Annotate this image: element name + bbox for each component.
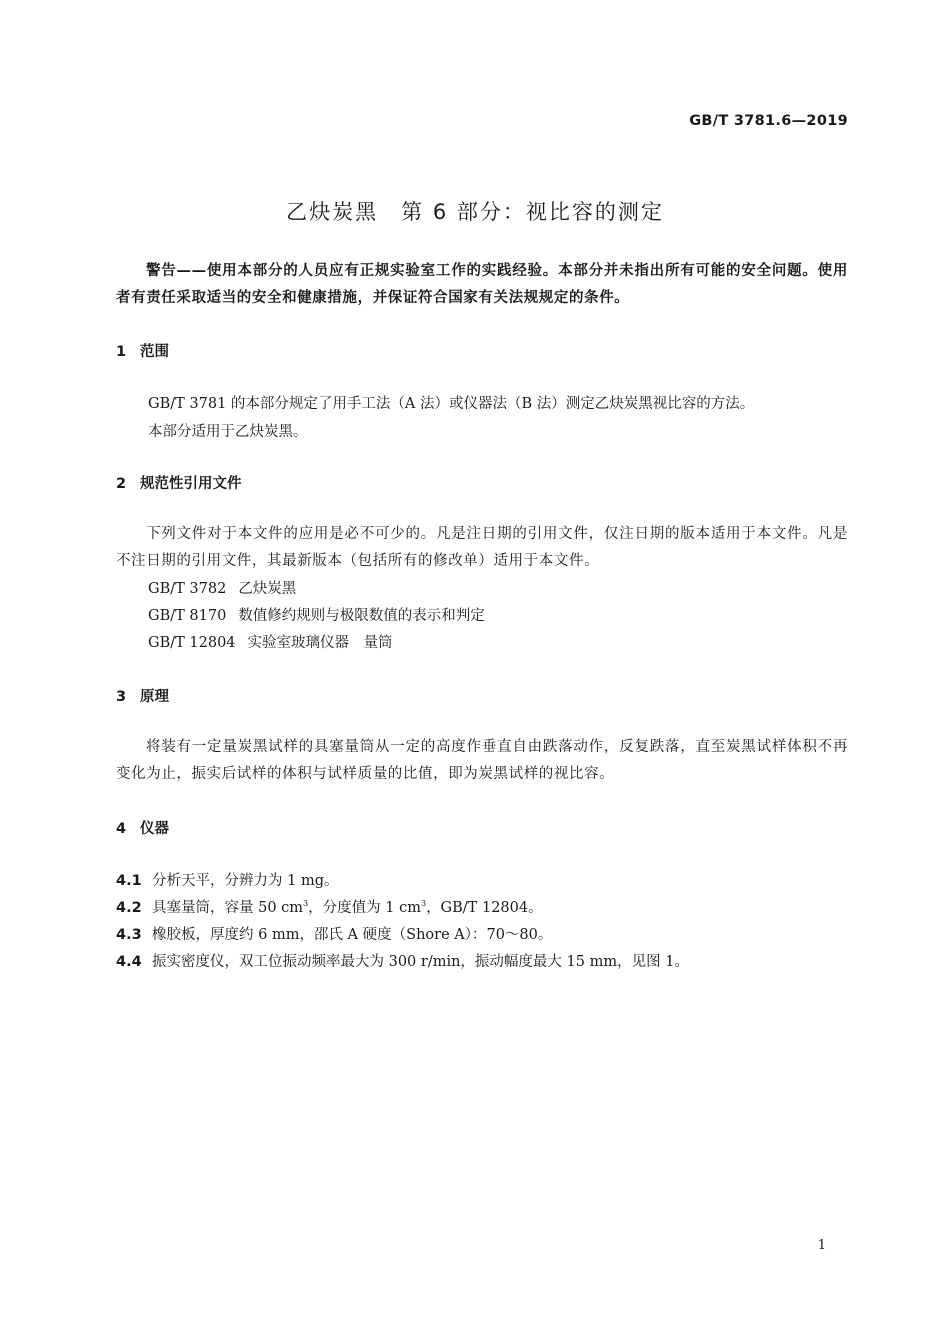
- section-4-heading: [116, 817, 169, 838]
- item-number: 4.4: [116, 954, 142, 970]
- safety-warning: 警告——使用本部分的人员应有正规实验室工作的实践经验。本部分并未指出所有可能的安全问题。使用者有责任采取适当的安全和健康措施，并保证符合国家有关法规规定的条件。: [116, 263, 848, 306]
- reference-item: [148, 577, 296, 598]
- section-1-title: 范围: [140, 344, 169, 360]
- reference-title: 乙炔炭黑: [238, 581, 297, 597]
- normative-intro: 下列文件对于本文件的应用是必不可少的。凡是注日期的引用文件，仅注日期的版本适用于本文件。凡是不注日期的引用文件，其最新版本（包括所有的修改单）适用于本文件。: [116, 526, 848, 569]
- section-4-number: 4: [116, 821, 127, 837]
- apparatus-item: [116, 950, 689, 971]
- scope-paragraph-2: 本部分适用于乙炔炭黑。: [148, 424, 308, 440]
- item-number: 4.3: [116, 927, 142, 943]
- principle-paragraph: 将装有一定量炭黑试样的具塞量筒从一定的高度作垂直自由跌落动作，反复跌落，直至炭黑试样体积不再变化为止，振实后试样的体积与试样质量的比值，即为炭黑试样的视比容。: [116, 739, 848, 782]
- reference-item: [148, 604, 485, 625]
- item-text: ，GB/T 12804。: [426, 900, 543, 916]
- reference-code: GB/T 3782: [148, 581, 227, 597]
- item-number: 4.1: [116, 873, 142, 889]
- reference-code: GB/T 12804: [148, 635, 236, 651]
- item-number: 4.2: [116, 900, 142, 916]
- section-2-number: 2: [116, 476, 127, 492]
- section-3-title: 原理: [140, 689, 169, 705]
- section-2-heading: [116, 472, 242, 493]
- item-text: ，分度值为 1 cm: [308, 900, 421, 916]
- apparatus-item: [116, 896, 543, 917]
- section-2-title: 规范性引用文件: [140, 476, 242, 492]
- superscript: 3: [303, 899, 309, 908]
- reference-code: GB/T 8170: [148, 608, 227, 624]
- section-1-heading: [116, 340, 169, 361]
- section-1-number: 1: [116, 344, 127, 360]
- scope-paragraph-1: GB/T 3781 的本部分规定了用手工法（A 法）或仪器法（B 法）测定乙炔炭黑视比容的方法。: [148, 396, 755, 412]
- standard-number: GB/T 3781.6—2019: [689, 113, 848, 129]
- reference-title: 数值修约规则与极限数值的表示和判定: [238, 608, 485, 624]
- document-title: 乙炔炭黑 第 6 部分：视比容的测定: [286, 200, 664, 224]
- section-4-title: 仪器: [140, 821, 169, 837]
- reference-item: [148, 631, 393, 652]
- item-text: 橡胶板，厚度约 6 mm，邵氏 A 硬度（Shore A）：70～80。: [152, 927, 553, 943]
- page-number: 1: [817, 1238, 826, 1253]
- apparatus-item: [116, 869, 338, 890]
- section-3-heading: [116, 685, 169, 706]
- reference-title: 实验室玻璃仪器 量筒: [247, 635, 393, 651]
- item-text: 振实密度仪，双工位振动频率最大为 300 r/min，振动幅度最大 15 mm，见图 1。: [152, 954, 689, 970]
- superscript: 3: [420, 899, 427, 908]
- apparatus-item: [116, 923, 552, 944]
- item-text: 分析天平，分辨力为 1 mg。: [152, 873, 339, 889]
- item-text: 具塞量筒，容量 50 cm: [152, 900, 304, 916]
- section-3-number: 3: [116, 689, 127, 705]
